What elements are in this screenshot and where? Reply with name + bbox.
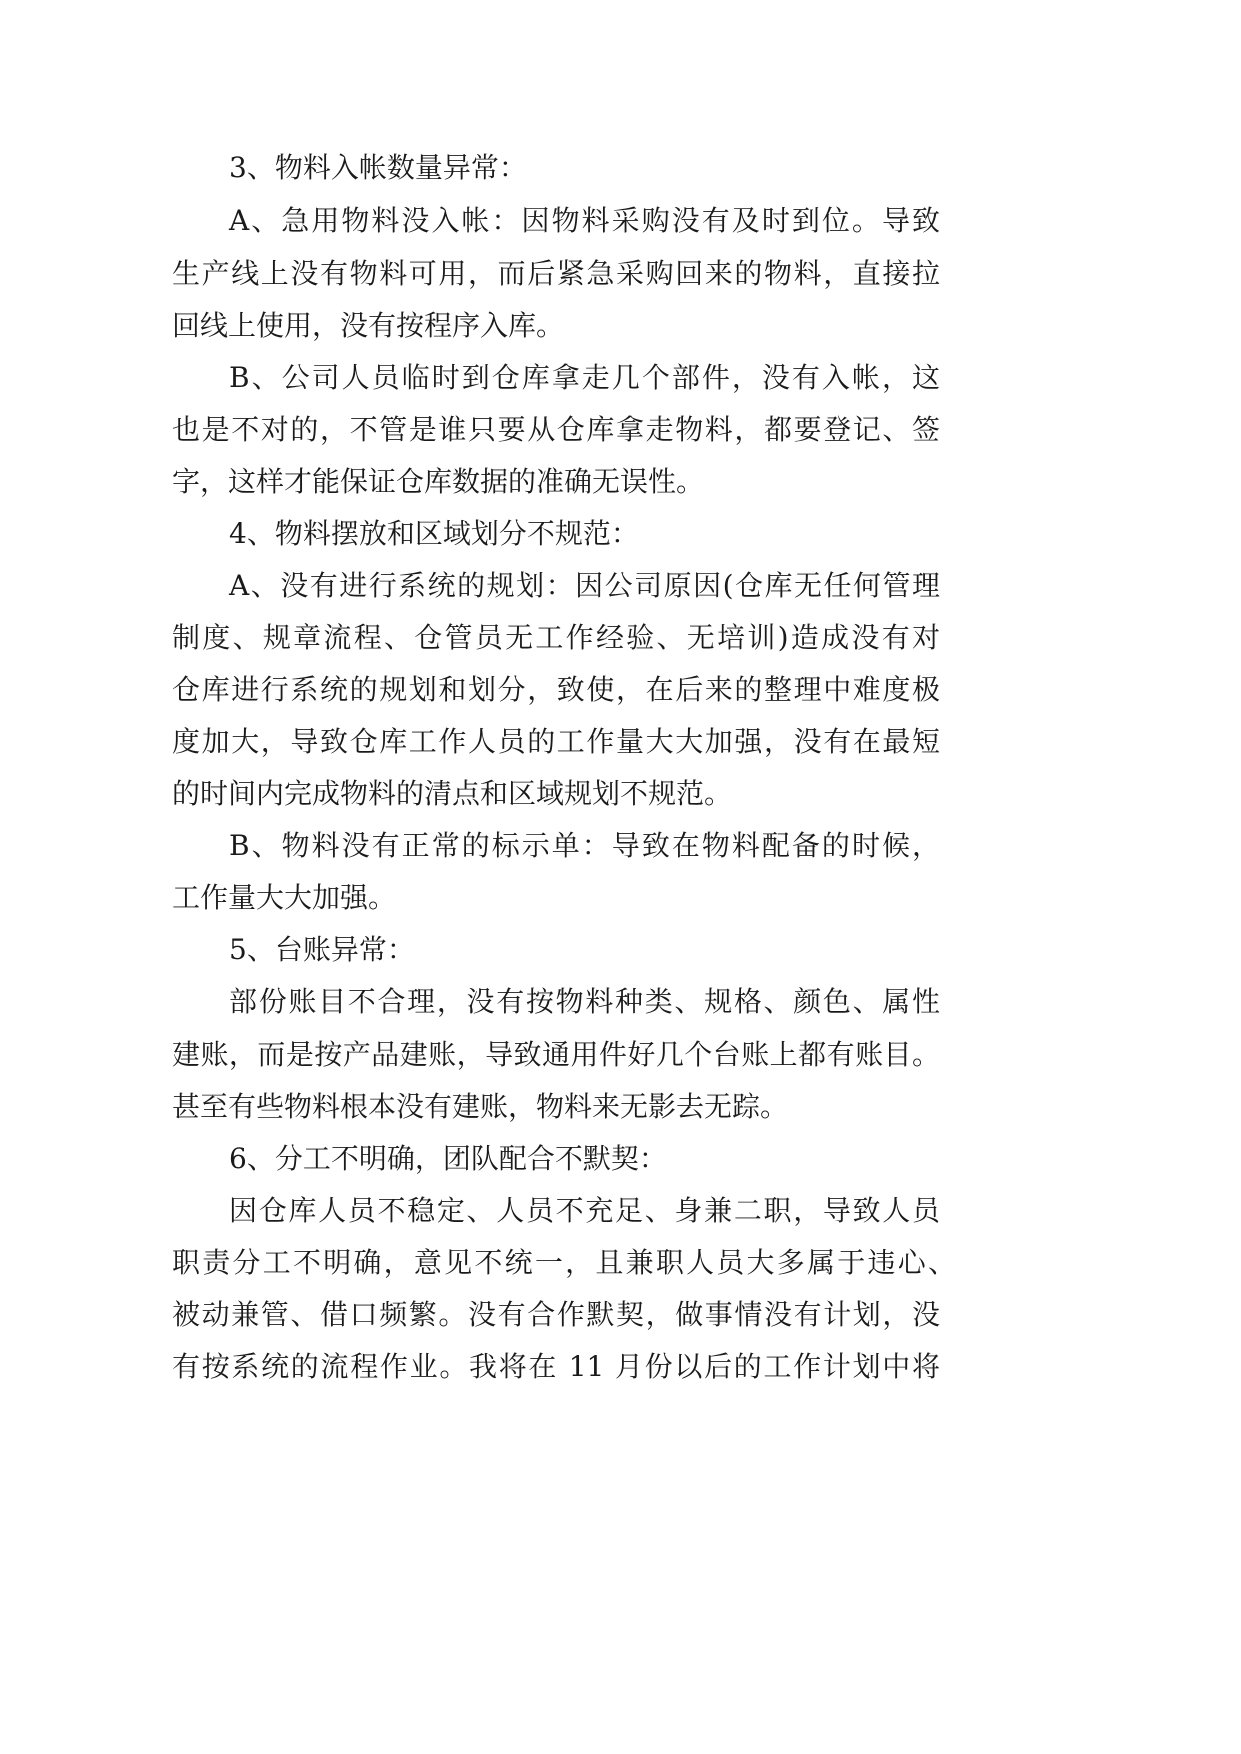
text-line: 因仓库人员不稳定、人员不充足、身兼二职，导致人员 — [229, 1194, 940, 1227]
text-line: 度加大，导致仓库工作人员的工作量大大加强，没有在最短 — [172, 725, 940, 758]
text-line: 生产线上没有物料可用，而后紧急采购回来的物料，直接拉 — [172, 257, 940, 290]
text-line: 字，这样才能保证仓库数据的准确无误性。 — [172, 465, 705, 498]
text-line: A、没有进行系统的规划：因公司原因(仓库无任何管理 — [229, 569, 940, 602]
text-line: 甚至有些物料根本没有建账，物料来无影去无踪。 — [172, 1090, 789, 1123]
text-line: 4、物料摆放和区域划分不规范： — [229, 517, 639, 550]
text-line: B、公司人员临时到仓库拿走几个部件，没有入帐，这 — [229, 361, 940, 394]
text-line: 5、台账异常： — [229, 933, 415, 966]
text-line: 被动兼管、借口频繁。没有合作默契，做事情没有计划，没 — [172, 1298, 940, 1331]
text-line: 建账，而是按产品建账，导致通用件好几个台账上都有账目。 — [172, 1038, 940, 1071]
text-line: 工作量大大加强。 — [172, 881, 397, 914]
text-line: 3、物料入帐数量异常： — [229, 151, 527, 184]
text-line: 的时间内完成物料的清点和区域规划不规范。 — [172, 777, 733, 810]
text-line: 6、分工不明确，团队配合不默契： — [229, 1142, 667, 1175]
text-line: 制度、规章流程、仓管员无工作经验、无培训)造成没有对 — [172, 621, 940, 654]
text-line: A、急用物料没入帐：因物料采购没有及时到位。导致 — [229, 204, 940, 237]
text-line: 有按系统的流程作业。我将在 11 月份以后的工作计划中将 — [172, 1350, 940, 1383]
text-line: 部份账目不合理，没有按物料种类、规格、颜色、属性 — [229, 985, 940, 1018]
text-line: 也是不对的，不管是谁只要从仓库拿走物料，都要登记、签 — [172, 413, 940, 446]
text-line: B、物料没有正常的标示单：导致在物料配备的时候， — [229, 829, 940, 862]
text-line: 仓库进行系统的规划和划分，致使，在后来的整理中难度极 — [172, 673, 940, 706]
text-line: 回线上使用，没有按程序入库。 — [172, 309, 565, 342]
text-line: 职责分工不明确，意见不统一，且兼职人员大多属于违心、 — [172, 1246, 956, 1279]
